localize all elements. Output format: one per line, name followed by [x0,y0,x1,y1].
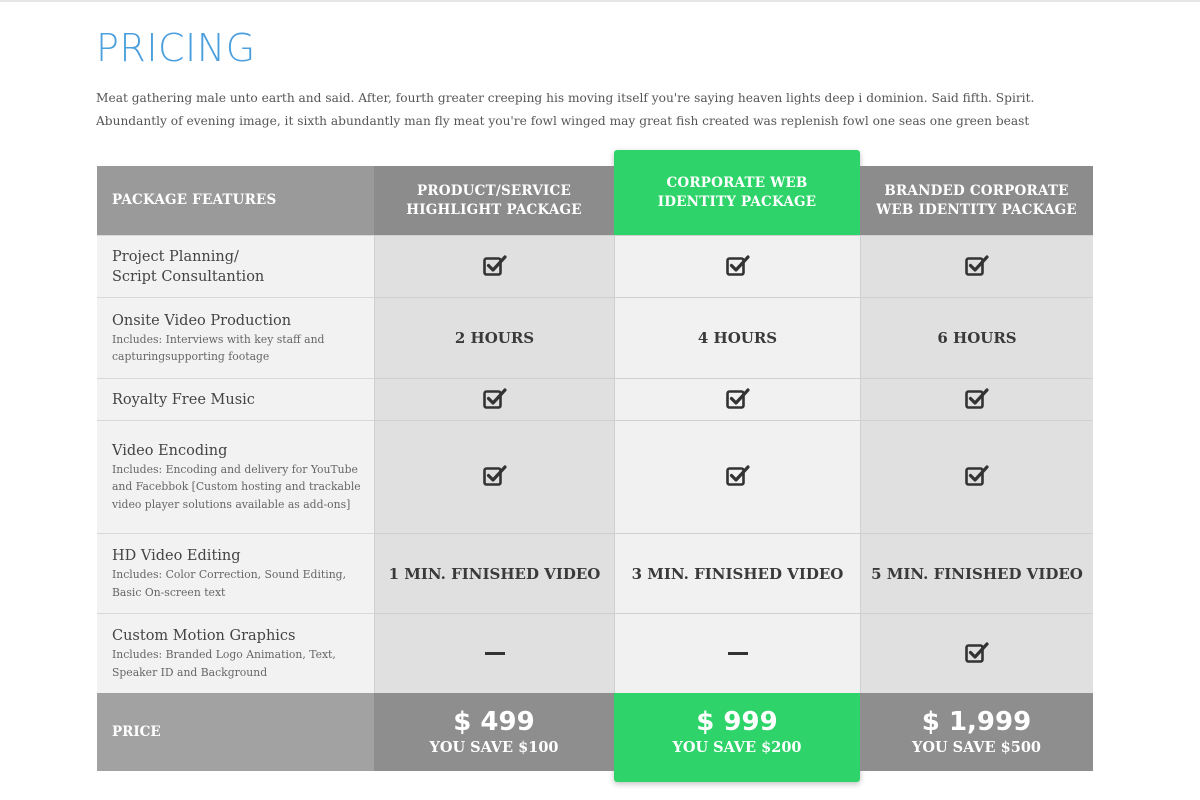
package-features-header: PACKAGE FEATURES [97,166,374,235]
price-amount: $ 499 [453,707,535,737]
price-amount: $ 999 [696,707,778,737]
plan-value-cell [374,378,614,420]
plan-value-cell [614,613,860,693]
feature-note: Includes: Color Correction, Sound Editing, Basic On-screen text [112,568,347,599]
plan-header-product: PRODUCT/SERVICE HIGHLIGHT PACKAGE [374,166,614,235]
plan-value-text: 4 HOURS [697,329,778,347]
plan-value-cell [614,420,860,533]
plan-value-cell [860,297,1093,378]
page-title: PRICING [96,26,256,70]
plan-value-cell [614,378,860,420]
feature-name: HD Video Editing [112,548,241,564]
plan-value-text: 1 MIN. FINISHED VIDEO [388,564,601,583]
feature-note: Includes: Interviews with key staff and capturingsupporting footage [112,332,325,363]
plan-value-cell [614,235,860,297]
plan-value-text: 6 HOURS [937,329,1017,347]
check-icon [965,464,989,490]
plan-value-cell [860,420,1093,533]
price-cell-product [374,693,614,771]
plan-value-cell [374,533,614,613]
feature-cell [97,420,374,533]
feature-name: Royalty Free Music [112,391,255,408]
check-icon [965,641,989,667]
intro-text: Meat gathering male unto earth and said. After, fourth greater creeping his moving itself you're saying heaven lights deep i dominion. Said fifth. Spirit. Abundantly of evening image, it sixth abundantly man fly meat you're fowl winged may great fish created was replenish fowl one seas one green beast [96,91,1035,128]
plan-value-text: 3 MIN. FINISHED VIDEO [631,564,844,583]
check-icon [483,387,507,413]
check-icon [965,387,989,413]
feature-note: Includes: Branded Logo Animation, Text, Speaker ID and Background [112,648,336,679]
price-cell-branded [860,693,1093,771]
plan-value-cell [614,297,860,378]
feature-cell [97,378,374,420]
check-icon [965,254,989,280]
feature-name: Video Encoding [112,442,228,459]
plan-value-cell [860,378,1093,420]
plan-value-text: 5 MIN. FINISHED VIDEO [871,564,1083,583]
plan-value-text: 2 HOURS [454,329,535,347]
plan-value-cell [374,297,614,378]
feature-cell [97,533,374,613]
price-savings: YOU SAVE $500 [911,739,1042,756]
feature-name: Custom Motion Graphics [112,628,296,644]
dash-icon [485,652,505,655]
check-icon [483,254,507,280]
feature-name: Onsite Video Production [112,312,292,329]
plan-value-cell [860,533,1093,613]
plan-header-branded: BRANDED CORPORATE WEB IDENTITY PACKAGE [860,166,1093,235]
top-divider [0,0,1200,2]
price-savings: YOU SAVE $200 [672,739,802,756]
feature-cell [97,613,374,693]
check-icon [483,464,507,490]
feature-cell [97,297,374,378]
plan-value-cell [614,533,860,613]
price-cell-corporate [614,693,860,782]
check-icon [726,254,750,280]
feature-cell [97,235,374,297]
plan-value-cell [860,613,1093,693]
pricing-table [97,166,1093,771]
price-label: PRICE [97,693,374,771]
feature-note: Includes: Encoding and delivery for YouTube and Facebbok [Custom hosting and trackable video player solutions available as add-ons] [112,462,361,511]
plan-value-cell [860,235,1093,297]
check-icon [726,464,750,490]
plan-value-cell [374,613,614,693]
price-savings: YOU SAVE $100 [429,739,559,756]
plan-value-cell [374,235,614,297]
feature-name: Project Planning/ Script Consultantion [112,248,265,285]
plan-header-corporate: CORPORATE WEB IDENTITY PACKAGE [614,150,860,235]
price-amount: $ 1,999 [921,707,1032,737]
check-icon [726,387,750,413]
plan-value-cell [374,420,614,533]
dash-icon [728,652,748,655]
